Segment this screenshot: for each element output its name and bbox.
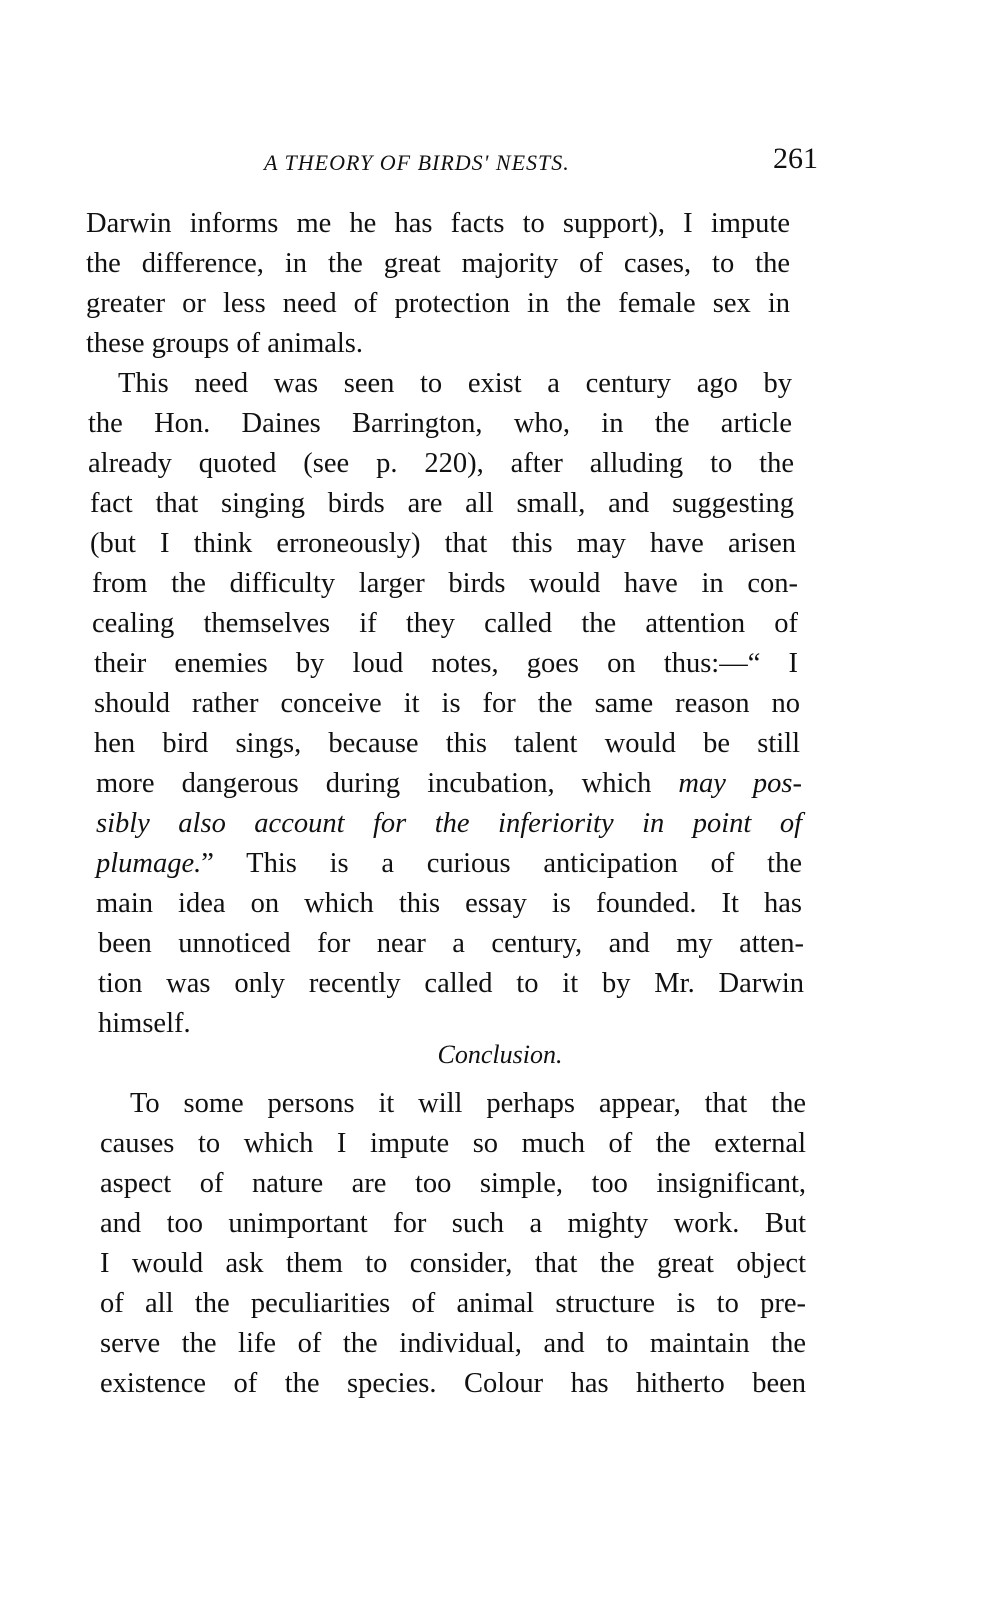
italic-run: may pos- — [678, 768, 802, 799]
text-line — [96, 804, 802, 844]
page-number: 261 — [773, 142, 818, 175]
text-line: been unnoticed for near a century, and my atten- — [98, 928, 804, 959]
text-line: To some persons it will perhaps appear, that the — [130, 1088, 806, 1119]
text-line: serve the life of the individual, and to maintain the — [100, 1328, 806, 1359]
text-line: hen bird sings, because this talent would be still — [94, 728, 800, 759]
section-heading-text: Conclusion. — [437, 1040, 563, 1069]
text-line: should rather conceive it is for the same reason no — [94, 688, 800, 719]
text-line: tion was only recently called to it by Mr. Darwin — [98, 968, 804, 999]
running-title: A THEORY OF BIRDS' NESTS. — [264, 150, 570, 175]
text-line: This need was seen to exist a century ago by — [118, 368, 792, 399]
text-line: aspect of nature are too simple, too insignificant, — [100, 1168, 806, 1199]
text-line: cealing themselves if they called the attention of — [92, 608, 798, 639]
text-run: more dangerous during incubation, which — [96, 768, 679, 799]
text-line: the Hon. Daines Barrington, who, in the article — [88, 408, 792, 439]
text-line: and too unimportant for such a mighty work. But — [100, 1208, 806, 1239]
italic-run: sibly also account for the inferiority in point of — [96, 808, 802, 839]
text-line: (but I think erroneously) that this may have arisen — [90, 528, 796, 559]
text-line: the difference, in the great majority of cases, to the — [86, 248, 790, 279]
running-head — [88, 142, 818, 186]
text-line: existence of the species. Colour has hitherto been — [100, 1368, 806, 1399]
text-run: ” This is a curious anticipation of the — [201, 848, 802, 879]
text-line: greater or less need of protection in the female sex in — [86, 288, 790, 319]
text-line: causes to which I impute so much of the external — [100, 1128, 806, 1159]
text-line: their enemies by loud notes, goes on thus:—“ I — [94, 648, 798, 679]
text-line — [96, 844, 802, 884]
text-line — [96, 764, 802, 804]
text-line: himself. — [98, 1008, 191, 1039]
italic-run: plumage. — [96, 848, 202, 879]
text-line: of all the peculiarities of animal structure is to pre- — [100, 1288, 806, 1319]
text-line: these groups of animals. — [86, 328, 364, 359]
text-line: I would ask them to consider, that the great object — [100, 1248, 806, 1279]
text-line: Darwin informs me he has facts to support), I impute — [86, 208, 790, 239]
section-heading — [0, 1036, 1000, 1074]
text-line: fact that singing birds are all small, and suggesting — [90, 488, 794, 519]
text-line: already quoted (see p. 220), after alluding to the — [88, 448, 794, 479]
text-line: from the difficulty larger birds would have in con- — [92, 568, 798, 599]
text-line: main idea on which this essay is founded. It has — [96, 888, 802, 919]
